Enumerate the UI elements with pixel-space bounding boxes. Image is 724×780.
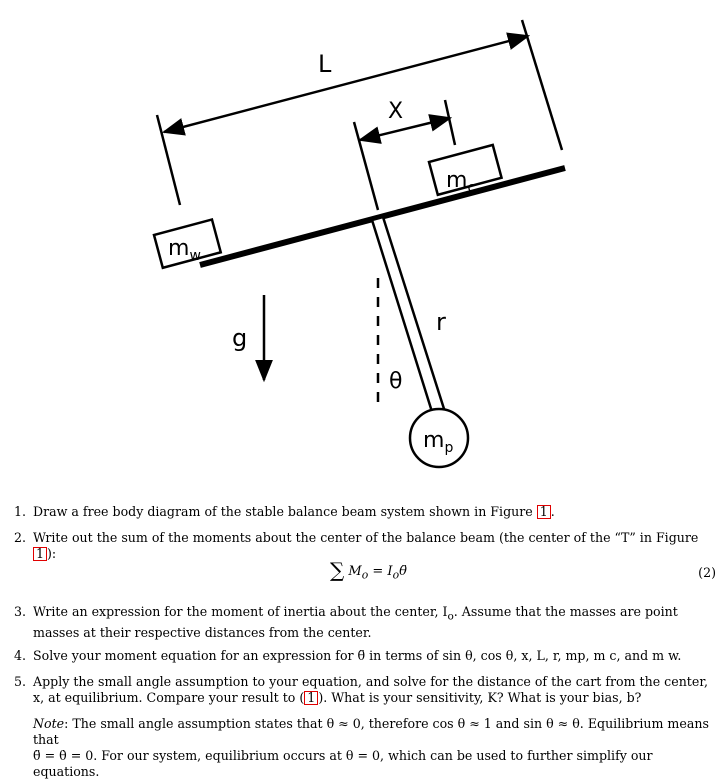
question-text-end: .: [550, 504, 555, 519]
l-dimension-arrow: [164, 36, 528, 132]
pendulum-rod: [372, 217, 445, 415]
x-label: X: [388, 99, 404, 124]
l-label: L: [318, 50, 332, 78]
question-text: Solve your moment equation for an expression for θ̈ in terms of sin θ, cos θ, x, L, r, m: [33, 648, 578, 663]
l-extension-right: [522, 20, 562, 150]
question-text: Draw a free body diagram of the stable balance beam system shown in Figure: [33, 504, 537, 519]
counterweight-mass-label: $m_w$: [168, 236, 201, 264]
question-text-end: ):: [47, 546, 57, 561]
question-text-end: ). What is your sensitivity, K? What is your bias, b?: [318, 690, 642, 705]
equation-number: (2): [698, 565, 716, 580]
subscript: o: [447, 610, 454, 623]
question-text-end: . Assume that the masses are point masses at their respective distances from the center.: [33, 604, 678, 640]
question-text-end: p, m c, and m w.: [577, 648, 682, 663]
question-number: 4.: [14, 648, 27, 663]
cart-mass-label: $m_c$: [446, 168, 476, 196]
figure-ref-link[interactable]: 1: [537, 505, 551, 519]
note-line-2: θ̈ = θ̇ = 0. For our system, equilibrium occurs at θ = 0, which can be used to further simplify our equations.: [33, 748, 653, 779]
question-number: 2.: [14, 530, 27, 545]
note-line-1: : The small angle assumption states that θ ≈ 0, therefore cos θ ≈ 1 and sin θ ≈ θ. Equilibrium means that: [33, 716, 709, 747]
equation-2: [0, 558, 724, 586]
note-label: Note: [33, 716, 65, 731]
rod-length-label: r: [436, 308, 446, 336]
theta-label: θ: [389, 369, 403, 394]
figure-ref-link[interactable]: 1: [33, 547, 47, 561]
moment-equation: ∑ $M_o$ = $I_o\thetä$: [330, 558, 407, 582]
question-text: Write an expression for the moment of inertia about the center, I: [33, 604, 448, 619]
question-text: Apply the small angle assumption to your equation, and solve for the distance of the cart from the center, x, at equilibrium. Compare your result to (: [33, 674, 708, 705]
question-text: Write out the sum of the moments about the center of the balance beam (the center of the “T” in Figure: [33, 530, 699, 545]
x-extension-right: [445, 100, 455, 145]
gravity-label: g: [232, 324, 248, 352]
x-dimension-arrow: [360, 118, 450, 140]
equation-ref-link[interactable]: 1: [304, 691, 318, 705]
question-number: 1.: [14, 504, 27, 519]
question-number: 5.: [14, 674, 27, 689]
pendulum-mass-label: $m_p$: [423, 428, 454, 456]
question-number: 3.: [14, 604, 27, 619]
